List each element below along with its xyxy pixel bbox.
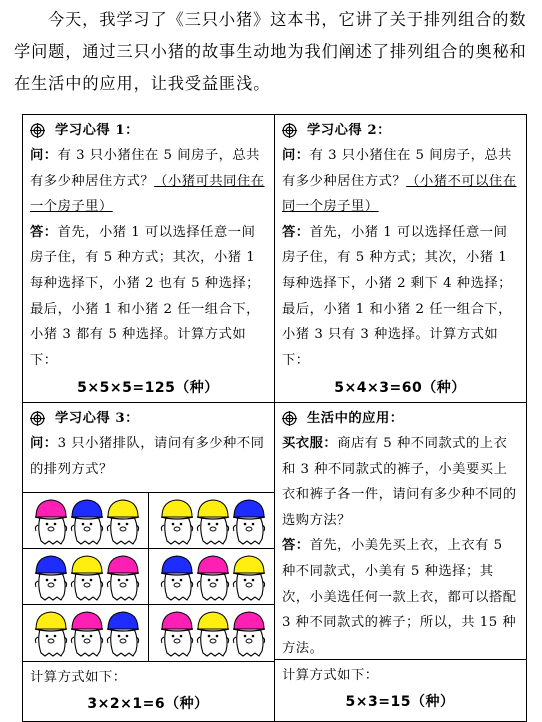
answer-text: 首先，小猪 1 可以选择任意一间房子住，有 5 种方式；其次，小猪 1 每种选择下，小猪 2 也有 5 种选择；最后，小猪 1 和小猪 2 任一组合下，小猪 3 都有 5 种选择。计算方式如下：: [30, 224, 260, 368]
note-1-header: [30, 118, 266, 143]
note-1-formula: 5×5×5=125（种）: [77, 380, 219, 397]
intro-text: 今天，我学习了《三只小猪》这本书，它讲了关于排列组合的数学问题，通过三只小猪的故事生动地为我们阐述了排列组合的奥秘和在生活中的应用，让我受益匪浅。: [14, 10, 527, 93]
pig-icon: [161, 556, 193, 600]
question-label: 问：: [30, 435, 58, 451]
pig-icon: [197, 556, 229, 600]
note-cell-1: [23, 115, 275, 403]
note-1-answer: [30, 220, 266, 374]
calc-label: 计算方式如下：: [30, 670, 127, 686]
note-2-title: 学习心得 2：: [307, 122, 391, 138]
pig-icon: [71, 612, 103, 656]
note-1-question: [30, 143, 266, 220]
pig-icon: [107, 612, 139, 656]
note-2-answer: [282, 220, 518, 374]
pig-icon: [161, 612, 193, 656]
note-4-title: 生活中的应用：: [307, 410, 404, 426]
arrangement-6: [149, 605, 275, 661]
note-3-title: 学习心得 3：: [55, 410, 139, 426]
pig-icon: [233, 556, 265, 600]
arrangement-1: [23, 493, 149, 549]
pig-icon: [35, 612, 67, 656]
target-icon: [30, 123, 45, 138]
question-text: 3 只小猪排队，请问有多少种不同的排列方式？: [30, 435, 265, 477]
question-note: （小猪不可以住在同一个房子里）: [282, 173, 517, 215]
answer-label: 答：: [282, 538, 310, 554]
pig-icon: [233, 612, 265, 656]
pig-icon: [71, 556, 103, 600]
note-2-header: [282, 118, 518, 143]
question-text: 有 3 只小猪住在 5 间房子，总共有多少种居住方式？: [282, 148, 512, 189]
pig-icon: [107, 556, 139, 600]
note-4-header: [282, 406, 518, 431]
learning-notes-table: [22, 114, 527, 722]
target-icon: [282, 411, 297, 426]
question-note: （小猪可共同住在一个房子里）: [30, 173, 265, 215]
target-icon: [30, 411, 45, 426]
note-2-question: [282, 143, 518, 220]
note-3-header: [30, 406, 266, 431]
calc-label: 计算方式如下：: [282, 667, 379, 683]
question-label: 问：: [282, 148, 310, 163]
note-cell-3: [23, 402, 275, 661]
note-4-formula: 5×3=15（种）: [345, 693, 455, 710]
arrangement-5: [23, 605, 149, 661]
note-2-formula: 5×4×3=60（种）: [334, 380, 466, 397]
note-4-answer: [282, 533, 518, 661]
pig-arrangements-grid: [23, 492, 274, 661]
target-icon: [282, 123, 297, 138]
pig-icon: [35, 556, 67, 600]
arrangement-3: [23, 549, 149, 605]
note-1-title: 学习心得 1：: [55, 122, 139, 138]
pig-icon: [197, 612, 229, 656]
pig-icon: [71, 500, 103, 544]
note-4-question: [282, 431, 518, 533]
intro-paragraph: [14, 4, 528, 100]
answer-label: 答：: [30, 224, 58, 240]
note-cell-4: [275, 402, 527, 721]
arrangement-4: [149, 549, 275, 605]
answer-label: 答：: [282, 224, 310, 240]
question-label: 问：: [30, 148, 58, 163]
question-text: 商店有 5 种不同款式的上衣和 3 种不同款式的裤子，小美要买上衣和裤子各一件，请问有多少种不同的选购方法？: [282, 435, 517, 528]
note-cell-3-calc: [23, 662, 275, 722]
pig-icon: [233, 500, 265, 544]
note-3-question: [30, 431, 266, 482]
note-4-calc: [275, 659, 526, 714]
pig-icon: [107, 500, 139, 544]
arrangement-2: [149, 493, 275, 549]
answer-text: 首先，小猪 1 可以选择任意一间房子住，有 5 种方式；其次，小猪 1 每种选择下，小猪 2 剩下 4 种选择；最后，小猪 1 和小猪 2 任一组合下，小猪 3 只有 3 种选择。计算方式如下：: [282, 224, 512, 368]
scenario-label: 买衣服：: [282, 435, 338, 451]
note-3-formula: 3×2×1=6（种）: [87, 696, 209, 713]
question-text: 有 3 只小猪住在 5 间房子，总共有多少种居住方式？: [30, 148, 260, 189]
answer-text: 首先，小美先买上衣，上衣有 5 种不同款式，小美有 5 种选择；其次，小美选任何一款上衣，都可以搭配 3 种不同款式的裤子；所以，共 15 种方法。: [282, 538, 517, 656]
pig-icon: [161, 500, 193, 544]
pig-icon: [197, 500, 229, 544]
note-cell-2: [275, 115, 527, 403]
pig-icon: [35, 500, 67, 544]
